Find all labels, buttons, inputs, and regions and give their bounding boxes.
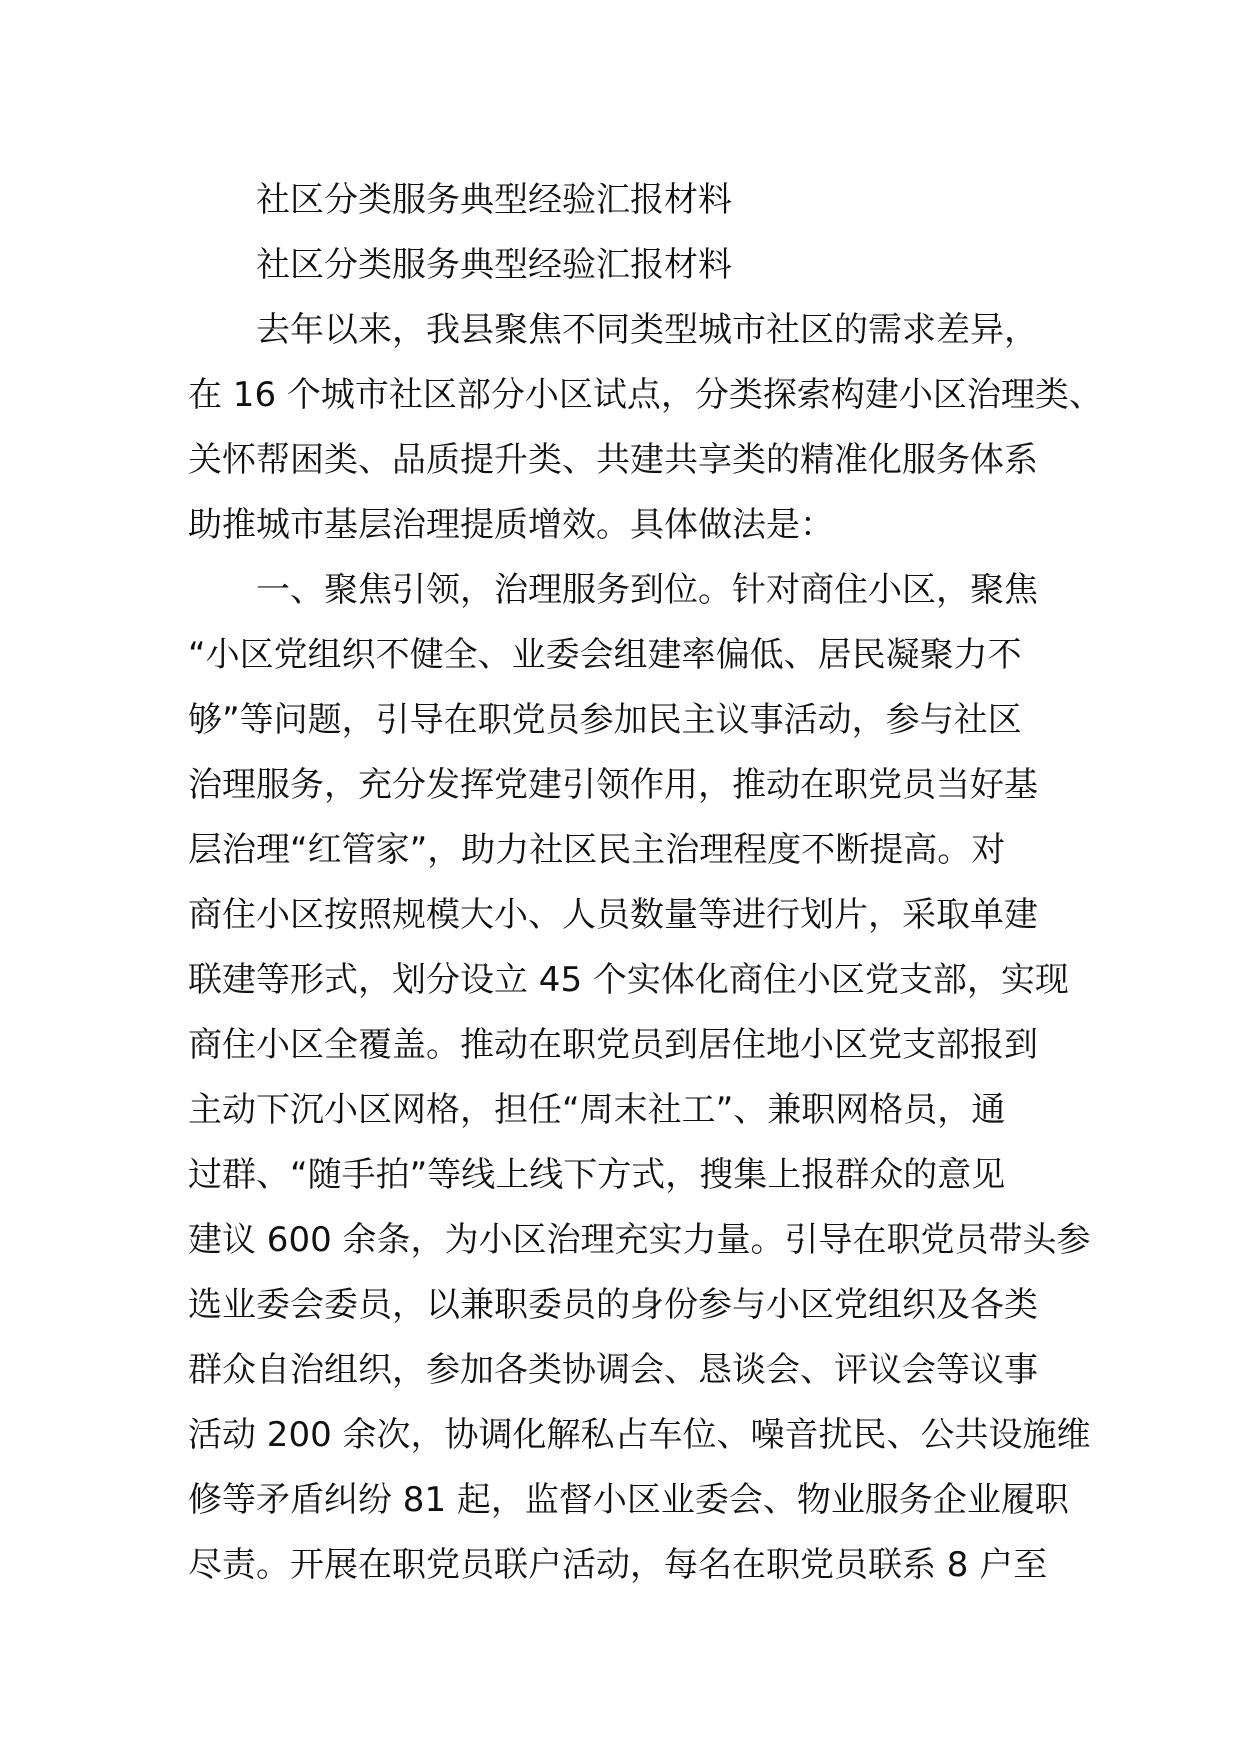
text-line: 在 16 个城市社区部分小区试点，分类探索构建小区治理类、 (188, 375, 1103, 415)
text-line: 主动下沉小区网格，担任“周末社工”、兼职网格员，通 (188, 1090, 1006, 1130)
text-line: 关怀帮困类、品质提升类、共建共享类的精准化服务体系 (188, 440, 1038, 480)
text-line: 尽责。开展在职党员联户活动，每名在职党员联系 8 户至 (188, 1545, 1048, 1585)
body-text (188, 298, 1103, 1598)
text-line: 去年以来，我县聚焦不同类型城市社区的需求差异， (256, 310, 1038, 350)
document-title: 社区分类服务典型经验汇报材料 (256, 180, 732, 220)
text-line: 助推城市基层治理提质增效。具体做法是： (188, 505, 834, 545)
text-line: 层治理“红管家”，助力社区民主治理程度不断提高。对 (188, 830, 1006, 870)
text-line: 群众自治组织，参加各类协调会、恳谈会、评议会等议事 (188, 1350, 1038, 1390)
text-line: 商住小区全覆盖。推动在职党员到居住地小区党支部报到 (188, 1025, 1038, 1065)
text-line: 商住小区按照规模大小、人员数量等进行划片，采取单建 (188, 895, 1038, 935)
document-title-repeat: 社区分类服务典型经验汇报材料 (256, 245, 732, 285)
text-line: 选业委会委员，以兼职委员的身份参与小区党组织及各类 (188, 1285, 1038, 1325)
text-line: 建议 600 余条，为小区治理充实力量。引导在职党员带头参 (188, 1220, 1091, 1260)
text-line: 一、聚焦引领，治理服务到位。针对商住小区，聚焦 (256, 570, 1038, 610)
text-line: 修等矛盾纠纷 81 起，监督小区业委会、物业服务企业履职 (188, 1480, 1069, 1520)
text-line: “小区党组织不健全、业委会组建率偏低、居民凝聚力不 (188, 635, 1022, 675)
text-line: 够”等问题，引导在职党员参加民主议事活动，参与社区 (188, 700, 1022, 740)
text-line: 过群、“随手拍”等线上线下方式，搜集上报群众的意见 (188, 1155, 1006, 1195)
text-line: 活动 200 余次，协调化解私占车位、噪音扰民、公共设施维 (188, 1415, 1091, 1455)
text-line: 联建等形式，划分设立 45 个实体化商住小区党支部，实现 (188, 960, 1069, 1000)
document-body (188, 168, 1103, 1598)
text-line: 治理服务，充分发挥党建引领作用，推动在职党员当好基 (188, 765, 1038, 805)
